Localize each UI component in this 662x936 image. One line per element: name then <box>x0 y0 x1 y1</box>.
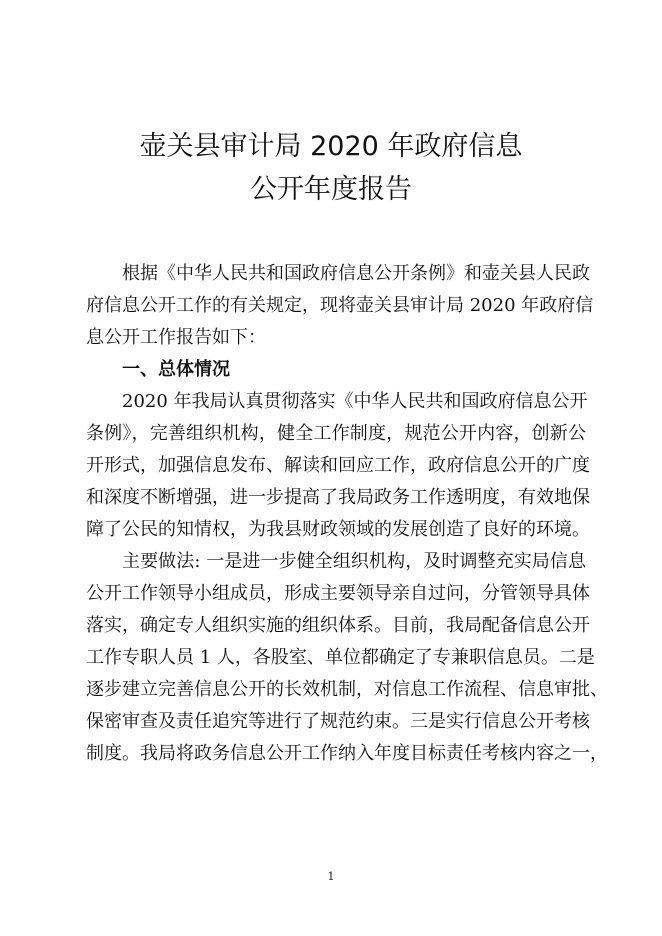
paragraph-line: 工作专职人员 1 人，各股室、单位都确定了专兼职信息员。二是 <box>86 647 595 668</box>
paragraph-line: 公开工作领导小组成员，形成主要领导亲自过问，分管领导具体 <box>86 583 590 604</box>
section-heading: 一、总体情况 <box>122 359 230 380</box>
paragraph-line: 保密审查及责任追究等进行了规范约束。三是实行信息公开考核 <box>86 711 590 732</box>
paragraph-line: 制度。我局将政务信息公开工作纳入年度目标责任考核内容之一， <box>86 743 608 764</box>
paragraph-line: 障了公民的知情权，为我县财政领域的发展创造了良好的环境。 <box>86 519 590 540</box>
paragraph-line: 条例》，完善组织机构，健全工作制度，规范公开内容，创新公 <box>86 423 586 444</box>
page-number: 1 <box>327 870 335 883</box>
paragraph-line: 逐步建立完善信息公开的长效机制，对信息工作流程、信息审批、 <box>86 679 608 700</box>
paragraph-line: 和深度不断增强，进一步提高了我局政务工作透明度，有效地保 <box>86 487 590 508</box>
intro-line: 息公开工作报告如下： <box>86 327 266 348</box>
paragraph-line: 开形式，加强信息发布、解读和回应工作，政府信息公开的广度 <box>86 455 590 476</box>
document-title-line-1: 壶关县审计局 2020 年政府信息 <box>139 131 523 162</box>
paragraph-line: 落实，确定专人组织实施的组织体系。目前，我局配备信息公开 <box>86 615 590 636</box>
document-title-line-2: 公开年度报告 <box>250 174 412 205</box>
intro-line: 府信息公开工作的有关规定，现将壶关县审计局 2020 年政府信 <box>86 295 594 316</box>
document-body <box>86 258 608 770</box>
paragraph-line: 主要做法: 一是进一步健全组织机构，及时调整充实局信息 <box>122 551 586 572</box>
paragraph-line: 2020 年我局认真贯彻落实《中华人民共和国政府信息公开 <box>122 391 588 412</box>
intro-line: 根据《中华人民共和国政府信息公开条例》和壶关县人民政 <box>122 263 590 284</box>
